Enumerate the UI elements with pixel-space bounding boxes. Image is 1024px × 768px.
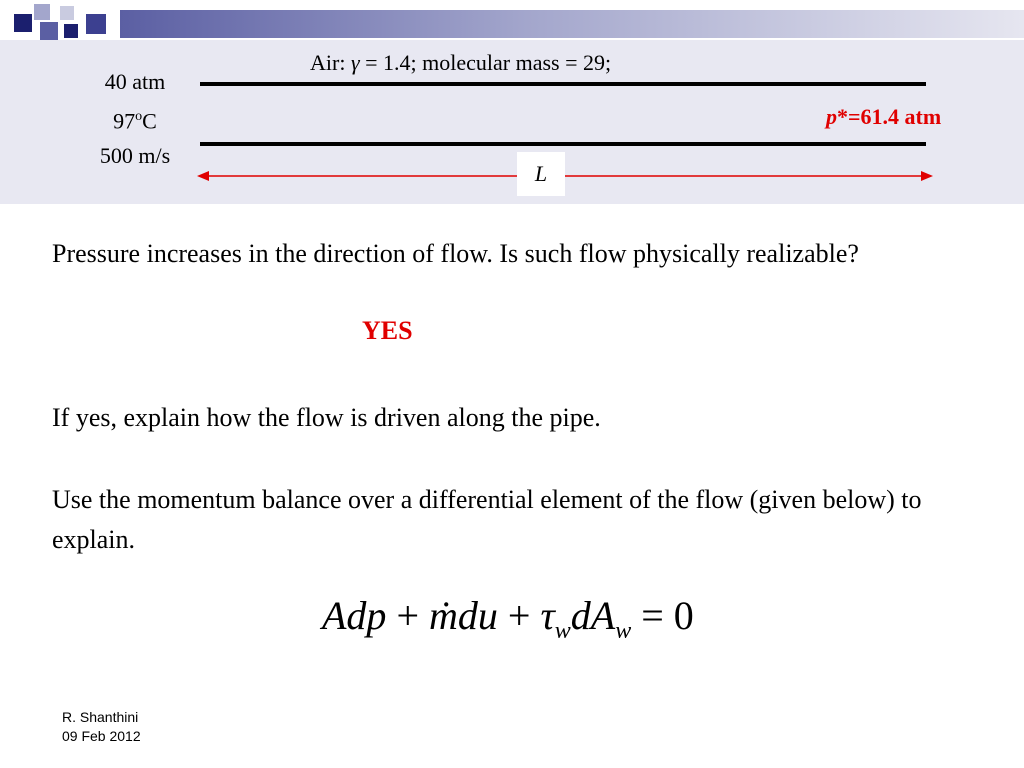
pipe-top-wall [200, 82, 926, 86]
title-decoration [0, 0, 1024, 40]
gamma-symbol: γ [350, 50, 360, 75]
deco-square [86, 14, 106, 34]
footer-author: R. Shanthini [62, 709, 139, 725]
deco-square [34, 4, 50, 20]
inlet-pressure: 40 atm [104, 69, 166, 94]
length-arrow-icon [195, 168, 935, 184]
critical-pressure-label: p*=61.4 atm [826, 104, 942, 129]
deco-square [64, 24, 78, 38]
question-realizable: Pressure increases in the direction of flow. Is such flow physically realizable? [52, 239, 859, 268]
deco-gradient-bar [120, 10, 1024, 38]
pipe-bottom-wall [200, 142, 926, 146]
length-label: L [517, 152, 565, 196]
inlet-temperature: 97$^o$C [113, 108, 157, 134]
question-explain: If yes, explain how the flow is driven along the pipe. [52, 403, 601, 432]
momentum-equation: Adp + ṁdu + $\tau_wdA_w = 0$ [322, 593, 694, 644]
slide-footer [62, 708, 141, 746]
air-properties: Air: γ = 1.4; molecular mass = 29; [310, 50, 612, 75]
deco-square [40, 22, 58, 40]
footer-date: 09 Feb 2012 [62, 728, 141, 744]
momentum-instruction: Use the momentum balance over a differential element of the flow (given below) to explain. [52, 485, 922, 554]
inlet-velocity: 500 m/s [99, 143, 171, 169]
answer-yes: YES [362, 316, 413, 345]
deco-square [60, 6, 74, 20]
deco-square [14, 14, 32, 32]
inlet-conditions [80, 64, 190, 173]
